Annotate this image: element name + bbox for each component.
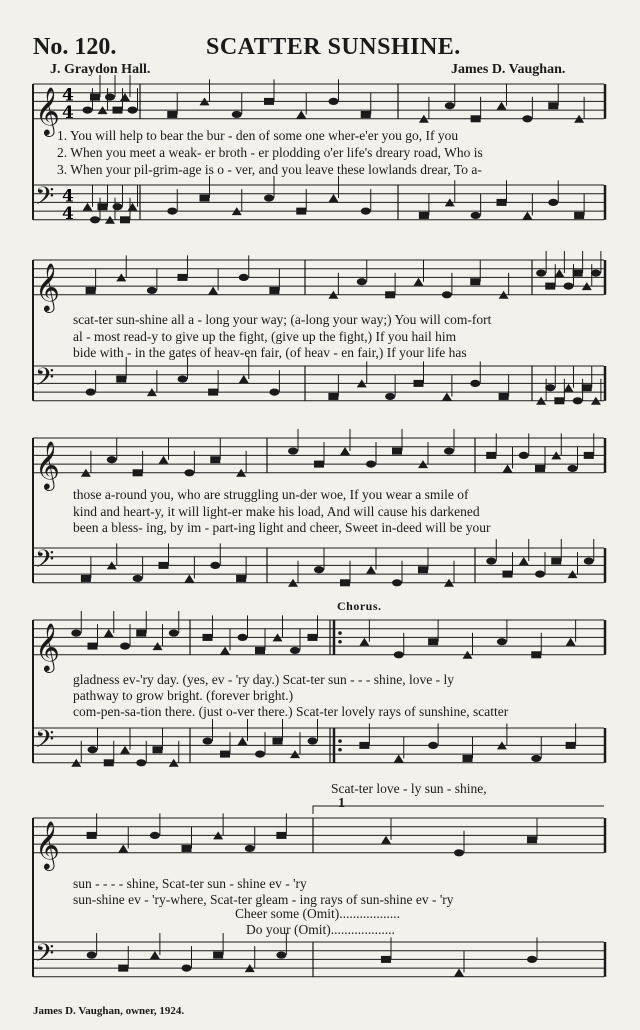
bass-lyric-line: Scat-ter love - ly sun - shine,	[331, 781, 487, 796]
note-head	[178, 375, 188, 382]
note-head	[118, 844, 128, 852]
note-head	[239, 375, 249, 383]
note-head	[385, 291, 395, 298]
note-head	[169, 629, 179, 636]
note-head	[128, 107, 138, 114]
note-head	[118, 965, 128, 972]
note-head	[153, 746, 163, 753]
verse-3-line-5: Cheer some (Omit)..................	[235, 906, 400, 921]
verse-2-line-3: kind and heart-y, it will light-er make his load, And will cause his darkened	[73, 504, 480, 519]
note-head	[264, 194, 274, 201]
note-head	[428, 742, 438, 749]
note-head	[445, 102, 455, 109]
verse-1-line-3: those a-round you, who are struggling un-der woe, If you wear a smile of	[73, 487, 469, 502]
note-head	[503, 571, 513, 578]
note-head	[90, 216, 100, 223]
note-head	[522, 211, 532, 219]
note-head	[340, 579, 350, 586]
note-head	[470, 278, 480, 285]
note-head	[418, 566, 428, 573]
note-head	[503, 464, 513, 472]
time-signature-bottom: 4	[62, 102, 74, 123]
note-head	[128, 203, 138, 211]
bass-clef-icon: 𝄢	[35, 725, 55, 761]
note-head	[527, 956, 537, 963]
note-head	[442, 392, 452, 400]
note-head	[220, 646, 230, 654]
note-head	[236, 575, 246, 582]
note-head	[120, 746, 130, 754]
chorus-label: Chorus.	[337, 599, 382, 613]
note-head	[105, 93, 115, 100]
note-head	[210, 456, 220, 463]
note-head	[238, 737, 248, 745]
note-head	[442, 291, 452, 298]
verse-3-line-2: bide with - in the gates of heav-en fair, (of heav - en fair,) If your life has	[73, 345, 467, 360]
note-head	[159, 562, 169, 569]
treble-clef-icon: 𝄞	[35, 621, 60, 671]
note-head	[120, 643, 130, 650]
note-head	[554, 397, 564, 404]
note-head	[454, 968, 464, 976]
note-head	[329, 194, 339, 202]
note-head	[573, 397, 583, 404]
note-head	[269, 389, 279, 396]
note-head	[269, 287, 279, 294]
bass-clef-icon: 𝄢	[35, 363, 55, 399]
note-head	[314, 461, 324, 468]
note-head	[178, 274, 188, 281]
note-head	[414, 278, 424, 286]
treble-clef-icon: 𝄞	[35, 439, 60, 489]
note-head	[182, 965, 192, 972]
note-head	[308, 737, 318, 744]
note-head	[381, 836, 391, 844]
note-head	[486, 452, 496, 459]
note-head	[83, 107, 93, 114]
note-head	[361, 111, 371, 118]
note-head	[107, 456, 117, 463]
note-head	[548, 102, 558, 109]
note-head	[184, 469, 194, 476]
first-ending-number: 1	[338, 796, 345, 811]
note-head	[113, 203, 123, 210]
note-head	[120, 216, 130, 223]
note-head	[497, 199, 507, 206]
footer-credit: James D. Vaughan, owner, 1924.	[33, 1005, 185, 1017]
verse-3-line-1: 3. When your pil-grim-age is o - ver, and you leave these lowlands drear, To a-	[57, 162, 482, 177]
verse-1-line-5: sun - - - - shine, Scat-ter sun - shine ev - 'ry	[73, 876, 307, 891]
composer: James D. Vaughan.	[451, 62, 566, 77]
first-ending-bracket	[313, 806, 604, 814]
note-head	[419, 212, 429, 219]
note-head	[276, 832, 286, 839]
note-head	[213, 952, 223, 959]
note-head	[104, 629, 114, 637]
note-head	[296, 208, 306, 215]
note-head	[167, 111, 177, 118]
note-head	[574, 212, 584, 219]
repeat-dot	[338, 739, 342, 743]
note-head	[87, 951, 97, 958]
lyricist: J. Graydon Hall.	[50, 62, 151, 77]
note-head	[470, 380, 480, 387]
note-head	[98, 203, 108, 210]
hymn-number: No. 120.	[33, 34, 117, 60]
note-head	[200, 195, 210, 202]
note-head	[568, 465, 578, 472]
repeat-dot	[338, 631, 342, 635]
note-head	[554, 269, 564, 277]
note-head	[88, 746, 98, 753]
note-head	[392, 448, 402, 455]
note-head	[329, 98, 339, 105]
note-head	[359, 638, 369, 646]
note-head	[545, 283, 555, 290]
note-head	[486, 557, 496, 564]
note-head	[71, 629, 81, 636]
note-head	[519, 452, 529, 459]
note-head	[273, 738, 283, 745]
note-head	[150, 832, 160, 839]
note-head	[591, 269, 601, 276]
note-head	[366, 461, 376, 468]
note-head	[184, 574, 194, 582]
verse-1-line-2: scat-ter sun-shine all a - long your way; (a-long your way;) You will com-fort	[73, 312, 492, 327]
note-head	[208, 286, 218, 294]
time-signature-bottom: 4	[62, 203, 74, 224]
verse-2-line-5: sun-shine ev - 'ry-where, Scat-ter gleam - ing rays of sun-shine ev - 'ry	[73, 892, 454, 907]
note-head	[394, 651, 404, 658]
note-head	[88, 643, 98, 650]
repeat-dot	[338, 748, 342, 752]
note-head	[167, 208, 177, 215]
repeat-dot	[338, 640, 342, 644]
time-signature-top: 4	[62, 186, 74, 207]
treble-clef-icon: 𝄞	[35, 85, 60, 135]
note-head	[531, 755, 541, 762]
note-head	[159, 456, 169, 464]
note-head	[361, 208, 371, 215]
note-head	[308, 634, 318, 641]
note-head	[314, 566, 324, 573]
verse-1-line-1: 1. You will help to bear the bur - den of some one wher-e'er you go, If you	[57, 128, 459, 143]
note-head	[584, 557, 594, 564]
note-head	[357, 278, 367, 285]
verse-2-line-2: al - most read-y to give up the fight, (give up the fight,) If you hail him	[73, 329, 457, 344]
note-head	[499, 393, 509, 400]
note-head	[497, 638, 507, 645]
note-head	[535, 571, 545, 578]
note-head	[86, 287, 96, 294]
note-head	[522, 115, 532, 122]
note-head	[104, 759, 114, 766]
note-head	[208, 389, 218, 396]
note-head	[147, 287, 157, 294]
note-head	[210, 562, 220, 569]
note-head	[239, 274, 249, 281]
note-head	[133, 575, 143, 582]
note-head	[288, 447, 298, 454]
note-head	[519, 557, 529, 565]
note-head	[276, 951, 286, 958]
note-head	[414, 380, 424, 387]
note-head	[296, 110, 306, 118]
note-head	[220, 751, 230, 758]
note-head	[535, 465, 545, 472]
note-head	[545, 384, 555, 391]
note-head	[531, 651, 541, 658]
bass-clef-icon: 𝄢	[35, 182, 55, 218]
note-head	[182, 845, 192, 852]
note-head	[81, 575, 91, 582]
note-head	[381, 956, 391, 963]
note-head	[582, 384, 592, 391]
verse-3-line-4: com-pen-sa-tion there. (just o-ver there.) Scat-ter lovely rays of sunshine, scatter	[73, 704, 509, 719]
note-head	[392, 579, 402, 586]
note-head	[232, 111, 242, 118]
note-head	[290, 647, 300, 654]
note-head	[497, 102, 507, 110]
note-head	[328, 393, 338, 400]
verse-2-line-4: pathway to grow bright. (forever bright.)	[73, 688, 294, 703]
note-head	[463, 755, 473, 762]
note-head	[573, 270, 583, 277]
note-head	[203, 737, 213, 744]
note-head	[428, 638, 438, 645]
bass-clef-icon: 𝄢	[35, 939, 55, 975]
note-head	[136, 759, 146, 766]
note-head	[551, 558, 561, 565]
note-head	[238, 634, 248, 641]
bass-clef-icon: 𝄢	[35, 545, 55, 581]
hymn-title: SCATTER SUNSHINE.	[206, 34, 461, 60]
note-head	[245, 845, 255, 852]
note-head	[527, 836, 537, 843]
note-head	[133, 469, 143, 476]
treble-clef-icon: 𝄞	[35, 819, 60, 869]
note-head	[564, 283, 574, 290]
verse-4-line-5: Do your (Omit)...................	[246, 922, 395, 937]
note-head	[366, 566, 376, 574]
note-head	[548, 199, 558, 206]
note-head	[83, 203, 93, 211]
verse-2-line-1: 2. When you meet a weak- er broth - er plodding o'er life's dreary road, Who is	[57, 145, 483, 160]
verse-1-line-4: gladness ev-'ry day. (yes, ev - 'ry day.) Scat-ter sun - - - shine, love - ly	[73, 672, 454, 687]
note-head	[564, 384, 574, 392]
note-head	[471, 115, 481, 122]
time-signature-top: 4	[62, 85, 74, 106]
note-head	[120, 93, 130, 101]
note-head	[87, 832, 97, 839]
note-head	[385, 393, 395, 400]
treble-clef-icon: 𝄞	[35, 261, 60, 311]
note-head	[340, 447, 350, 455]
note-head	[454, 849, 464, 856]
note-head	[536, 269, 546, 276]
note-head	[203, 634, 213, 641]
note-head	[90, 94, 100, 101]
note-head	[566, 638, 576, 646]
note-head	[471, 212, 481, 219]
note-head	[255, 647, 265, 654]
note-head	[444, 447, 454, 454]
note-head	[150, 951, 160, 959]
note-head	[113, 107, 123, 114]
note-head	[116, 376, 126, 383]
note-head	[136, 630, 146, 637]
verse-3-line-3: been a bless- ing, by im - part-ing light and cheer, Sweet in-deed will be your	[73, 520, 491, 535]
note-head	[359, 742, 369, 749]
note-head	[394, 754, 404, 762]
note-head	[584, 452, 594, 459]
note-head	[566, 742, 576, 749]
note-head	[86, 389, 96, 396]
note-head	[264, 98, 274, 105]
note-head	[255, 751, 265, 758]
